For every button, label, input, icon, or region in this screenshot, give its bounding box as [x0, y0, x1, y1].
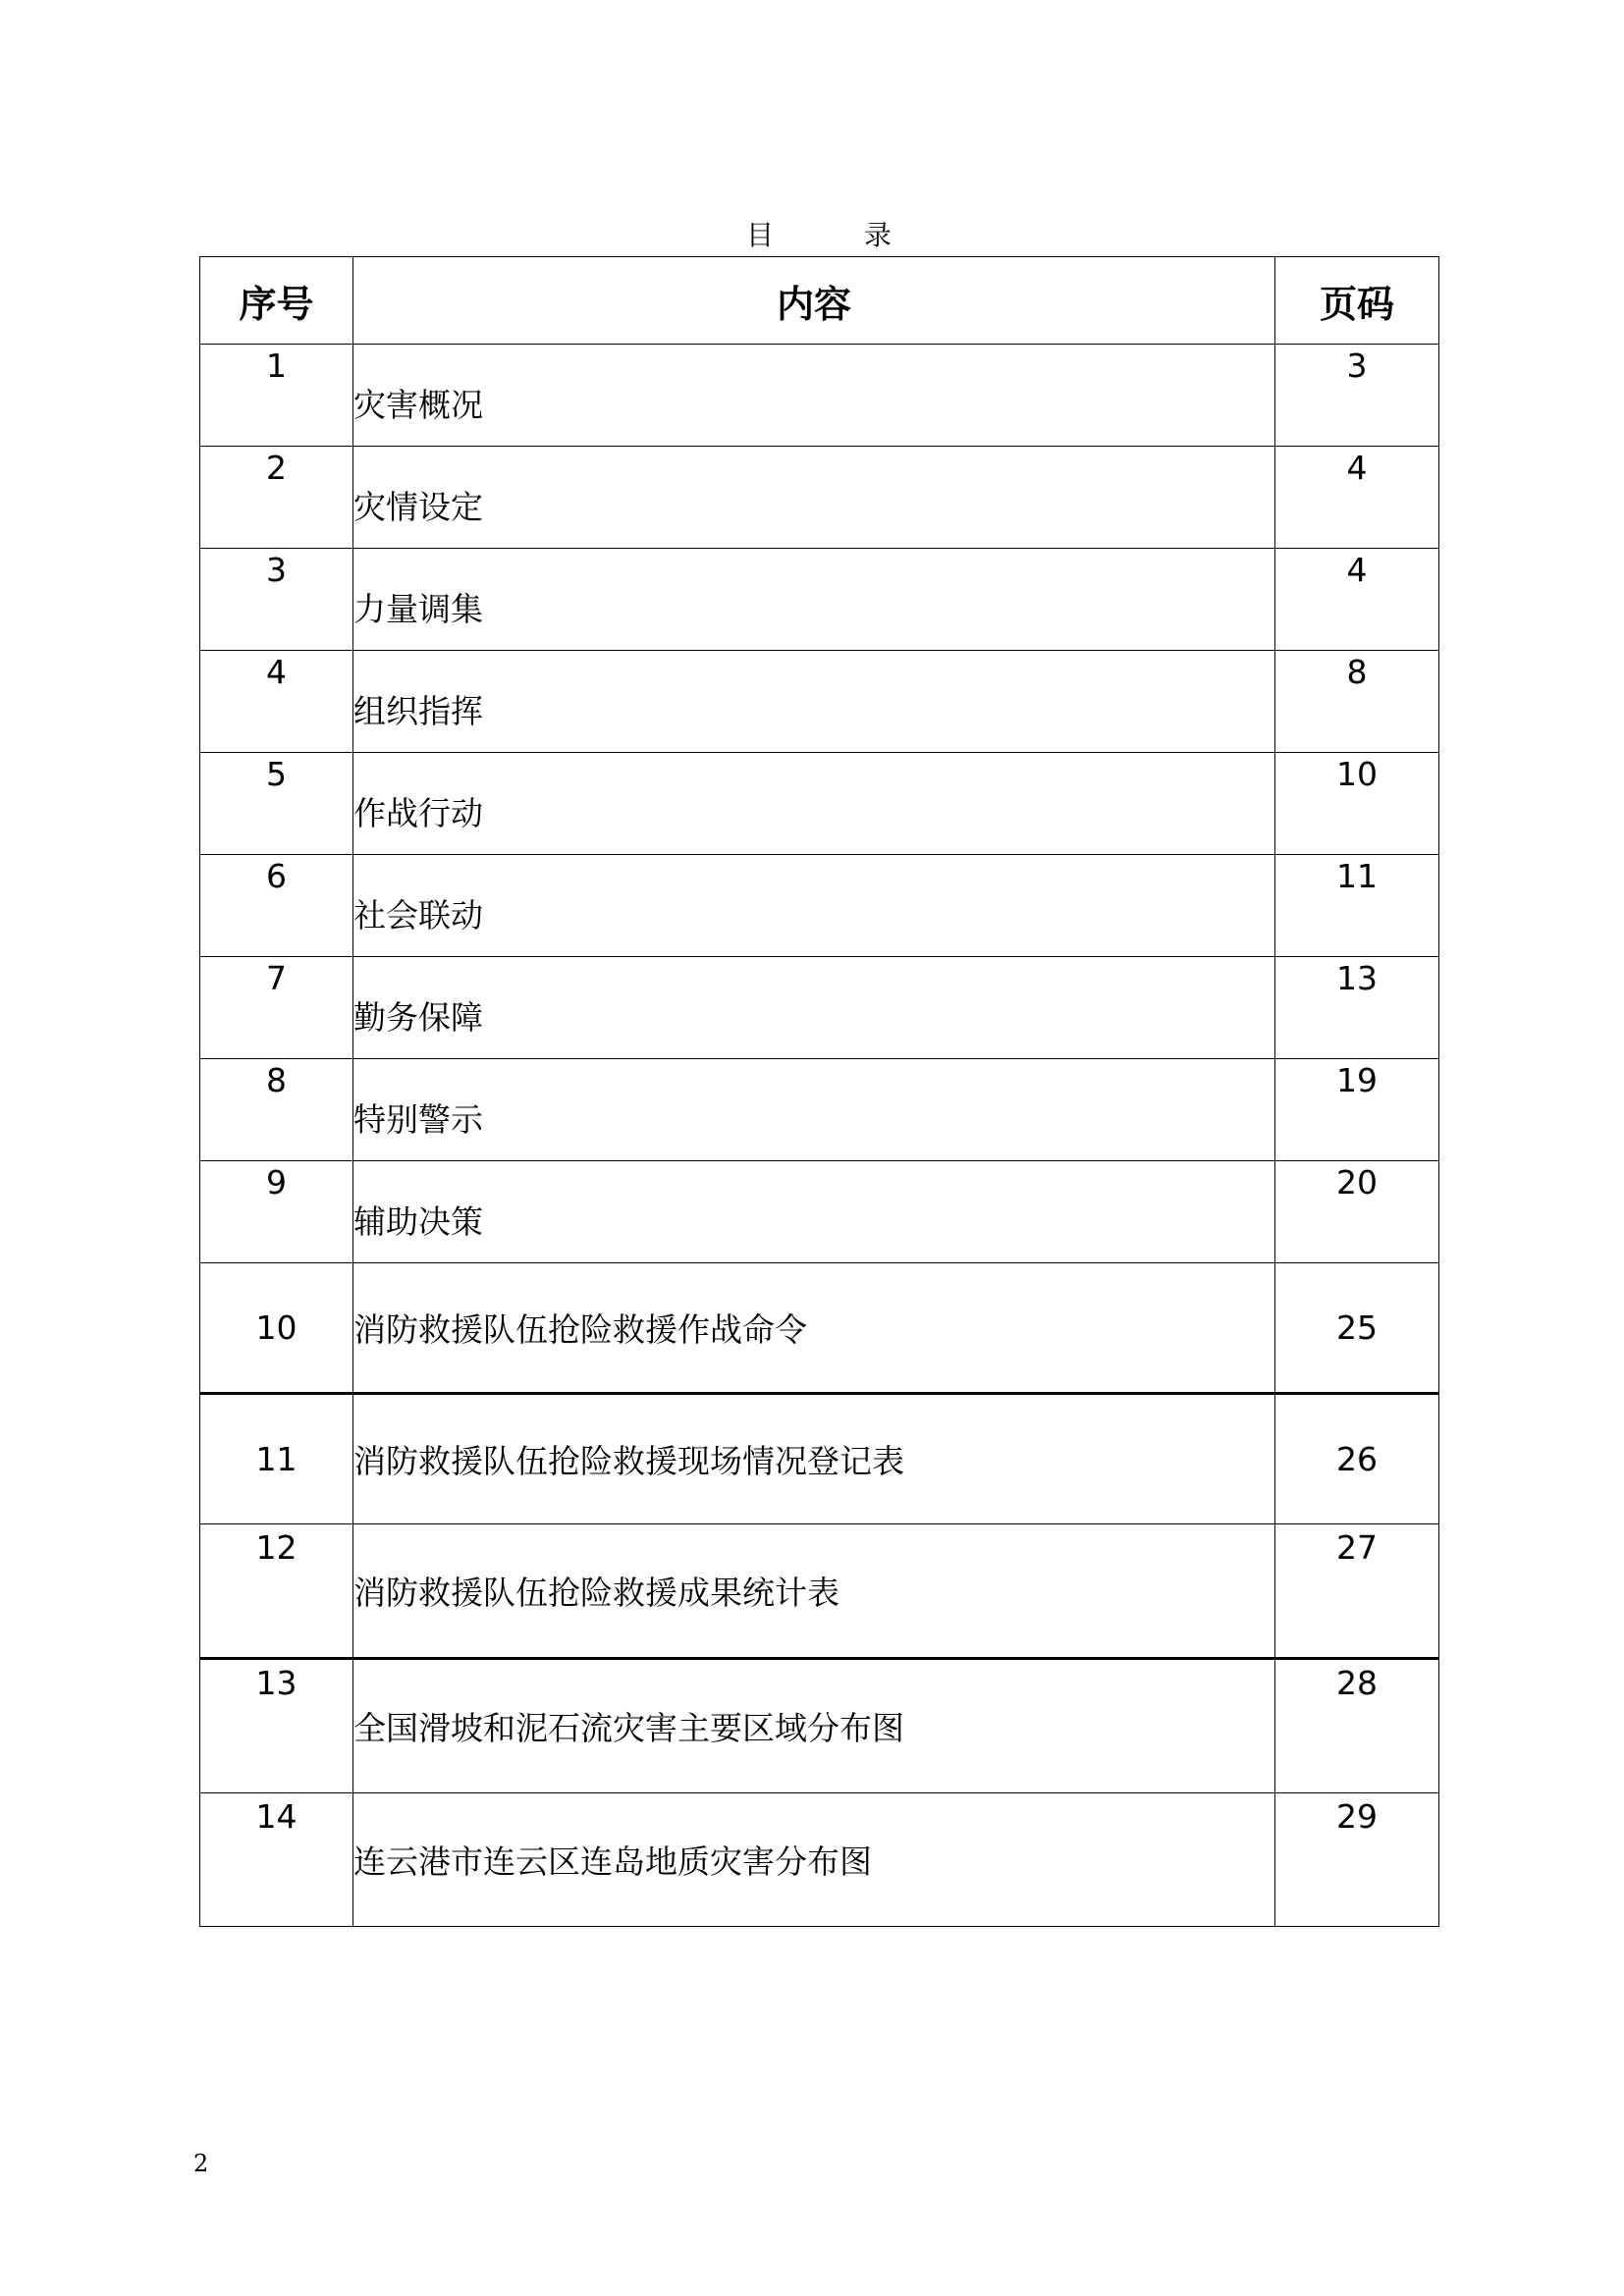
row-page: 20 [1275, 1161, 1439, 1263]
row-content: 消防救援队伍抢险救援现场情况登记表 [353, 1394, 1275, 1524]
row-page: 3 [1275, 345, 1439, 447]
table-row [200, 1059, 1439, 1161]
table-row [200, 549, 1439, 651]
row-content: 灾情设定 [353, 447, 1275, 549]
row-num: 10 [200, 1263, 353, 1394]
row-content: 勤务保障 [353, 957, 1275, 1059]
table-row [200, 447, 1439, 549]
row-num: 7 [200, 957, 353, 1059]
table-row [200, 1659, 1439, 1793]
row-content: 辅助决策 [353, 1161, 1275, 1263]
row-content: 作战行动 [353, 753, 1275, 855]
toc-title [199, 214, 1438, 253]
row-num: 4 [200, 651, 353, 753]
row-page: 10 [1275, 753, 1439, 855]
row-page: 25 [1275, 1263, 1439, 1394]
table-row [200, 753, 1439, 855]
row-page: 26 [1275, 1394, 1439, 1524]
row-page: 8 [1275, 651, 1439, 753]
header-content: 内容 [353, 257, 1275, 345]
row-num: 9 [200, 1161, 353, 1263]
row-content: 组织指挥 [353, 651, 1275, 753]
row-num: 6 [200, 855, 353, 957]
row-num: 5 [200, 753, 353, 855]
table-row [200, 651, 1439, 753]
row-num: 2 [200, 447, 353, 549]
row-content: 灾害概况 [353, 345, 1275, 447]
page-number: 2 [193, 2150, 209, 2177]
toc-title-left: 目 [745, 219, 774, 251]
row-page: 13 [1275, 957, 1439, 1059]
table-row [200, 1161, 1439, 1263]
header-num: 序号 [200, 257, 353, 345]
table-row [200, 1793, 1439, 1927]
row-page: 11 [1275, 855, 1439, 957]
toc-table [199, 256, 1439, 1927]
table-row [200, 1263, 1439, 1394]
row-content: 特别警示 [353, 1059, 1275, 1161]
row-num: 3 [200, 549, 353, 651]
row-content: 社会联动 [353, 855, 1275, 957]
toc-header-row [200, 257, 1439, 345]
table-row [200, 957, 1439, 1059]
row-page: 27 [1275, 1524, 1439, 1659]
row-page: 19 [1275, 1059, 1439, 1161]
table-row [200, 1524, 1439, 1659]
toc-title-right: 录 [864, 219, 893, 251]
row-num: 12 [200, 1524, 353, 1659]
table-row [200, 1394, 1439, 1524]
row-num: 13 [200, 1659, 353, 1793]
header-page: 页码 [1275, 257, 1439, 345]
row-page: 29 [1275, 1793, 1439, 1927]
row-page: 4 [1275, 549, 1439, 651]
row-content: 全国滑坡和泥石流灾害主要区域分布图 [353, 1659, 1275, 1793]
row-content: 消防救援队伍抢险救援作战命令 [353, 1263, 1275, 1394]
row-num: 8 [200, 1059, 353, 1161]
table-row [200, 345, 1439, 447]
row-content: 消防救援队伍抢险救援成果统计表 [353, 1524, 1275, 1659]
row-content: 力量调集 [353, 549, 1275, 651]
row-num: 14 [200, 1793, 353, 1927]
row-content: 连云港市连云区连岛地质灾害分布图 [353, 1793, 1275, 1927]
row-num: 1 [200, 345, 353, 447]
table-row [200, 855, 1439, 957]
row-num: 11 [200, 1394, 353, 1524]
row-page: 28 [1275, 1659, 1439, 1793]
row-page: 4 [1275, 447, 1439, 549]
